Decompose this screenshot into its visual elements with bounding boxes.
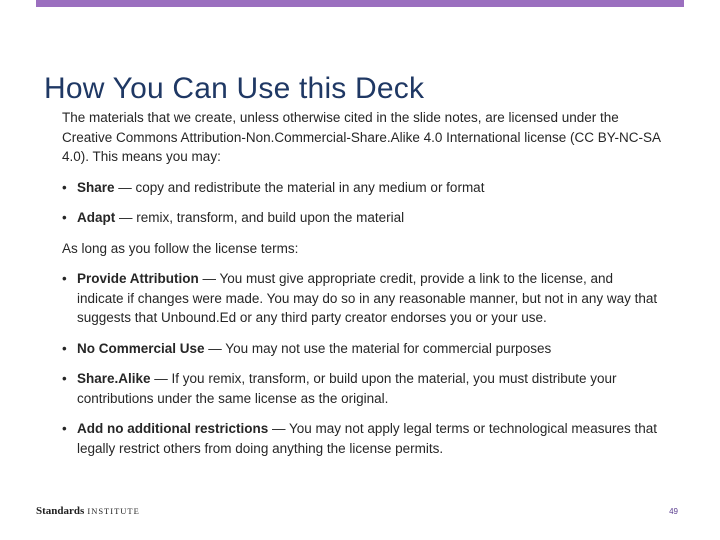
slide-body xyxy=(62,108,662,469)
bullet-text: — You must give appropriate credit, provide a link to the license, and indicate if changes were made. You may do so in any reasonable manner, but not in any way that suggests that Unbound.Ed or any third party creator endorses you or your use. xyxy=(77,271,658,325)
bullet-text: — You may not use the material for commercial purposes xyxy=(204,340,552,356)
bullet-adapt xyxy=(62,208,662,228)
top-accent-bar xyxy=(36,0,684,7)
bullet-text: — remix, transform, and build upon the material xyxy=(115,210,405,225)
bullet-term: Provide Attribution xyxy=(77,271,199,286)
bullet-term: Share xyxy=(77,179,115,195)
condition-paragraph: As long as you follow the license terms: xyxy=(62,240,299,256)
bullet-text: — copy and redistribute the material in any medium or format xyxy=(114,179,485,195)
bullet-term: Adapt xyxy=(77,210,116,225)
logo-thin-text: INSTITUTE xyxy=(87,506,140,516)
bullet-no-restrictions xyxy=(62,419,662,458)
bullet-term: Share.Alike xyxy=(77,371,151,386)
bullet-term: No Commercial Use xyxy=(77,340,205,356)
standards-institute-logo xyxy=(36,505,140,517)
slide-title: How You Can Use this Deck xyxy=(44,72,425,106)
bullet-noncommercial xyxy=(62,339,662,359)
bullet-term: Add no additional restrictions xyxy=(77,421,269,436)
bullet-share xyxy=(62,178,662,198)
bullet-text: — You may not apply legal terms or technological measures that legally restrict others from doing anything the license permits. xyxy=(77,421,657,456)
page-number: 49 xyxy=(669,507,678,516)
intro-paragraph: The materials that we create, unless otherwise cited in the slide notes, are licensed under the Creative Commons Attribution-Non.Commercial-Share.Alike 4.0 International license (CC BY-NC-SA 4.0). This means you may: xyxy=(62,110,661,164)
bullet-attribution xyxy=(62,269,662,328)
bullet-sharealike xyxy=(62,369,662,408)
logo-bold-text: Standards xyxy=(36,505,85,517)
bullet-text: — If you remix, transform, or build upon the material, you must distribute your contributions under the same license as the original. xyxy=(77,371,617,406)
